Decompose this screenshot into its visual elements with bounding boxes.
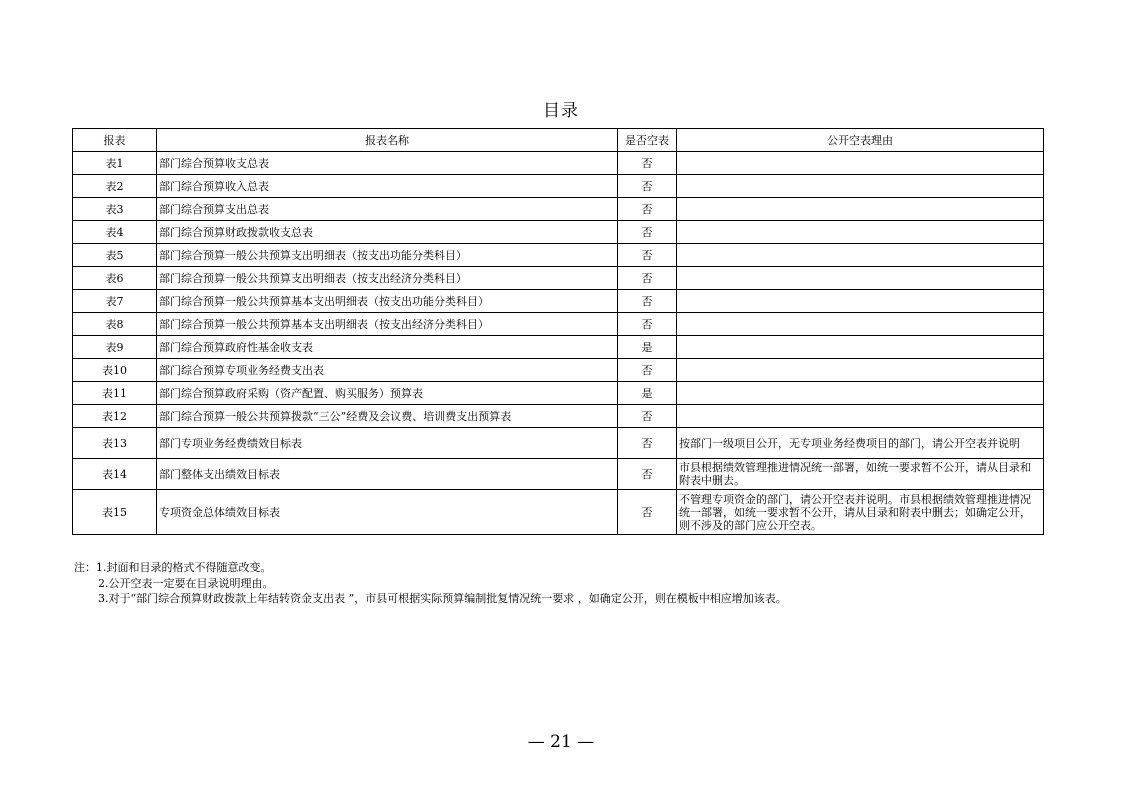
cell-id: 表5 <box>73 244 157 267</box>
cell-name: 部门综合预算一般公共预算支出明细表（按支出经济分类科目） <box>157 267 618 290</box>
page-title: 目录 <box>543 101 579 121</box>
cell-name: 部门综合预算一般公共预算拨款“三公”经费及会议费、培训费支出预算表 <box>157 405 618 428</box>
cell-reason <box>677 198 1044 221</box>
cell-id: 表4 <box>73 221 157 244</box>
note-3: 3.对于“部门综合预算财政拨款上年结转资金支出表 ”，市县可根据实际预算编制批复情况统一要求 ，如确定公开，则在模板中相应增加该表。 <box>98 592 787 605</box>
cell-id: 表7 <box>73 290 157 313</box>
cell-id: 表14 <box>73 459 157 490</box>
note-2: 2.公开空表一定要在目录说明理由。 <box>98 576 274 590</box>
cell-reason <box>677 175 1044 198</box>
cell-reason: 不管理专项资金的部门，请公开空表并说明。市县根据绩效管理推进情况统一部署，如统一要求暂不公开，请从目录和附表中删去；如确定公开，则不涉及的部门应公开空表。 <box>677 490 1044 535</box>
cell-reason <box>677 267 1044 290</box>
cell-id: 表11 <box>73 382 157 405</box>
cell-name: 部门综合预算一般公共预算基本支出明细表（按支出功能分类科目） <box>157 290 618 313</box>
table-row <box>73 152 1044 175</box>
cell-name: 部门整体支出绩效目标表 <box>157 459 618 490</box>
cell-reason: 按部门一级项目公开，无专项业务经费项目的部门，请公开空表并说明 <box>677 428 1044 459</box>
table-row <box>73 459 1044 490</box>
cell-empty: 否 <box>618 244 677 267</box>
note-1: 注：1.封面和目录的格式不得随意改变。 <box>74 561 272 574</box>
cell-name: 专项资金总体绩效目标表 <box>157 490 618 535</box>
table-row <box>73 405 1044 428</box>
table-row <box>73 175 1044 198</box>
notes <box>74 560 1034 607</box>
cell-reason <box>677 336 1044 359</box>
cell-id: 表15 <box>73 490 157 535</box>
page-number: — 21 — <box>527 732 595 752</box>
cell-reason <box>677 405 1044 428</box>
table-row <box>73 490 1044 535</box>
cell-reason <box>677 221 1044 244</box>
cell-name: 部门综合预算政府性基金收支表 <box>157 336 618 359</box>
cell-empty: 否 <box>618 428 677 459</box>
cell-id: 表10 <box>73 359 157 382</box>
header-empty: 是否空表 <box>618 129 677 152</box>
table-row <box>73 313 1044 336</box>
cell-empty: 否 <box>618 290 677 313</box>
cell-id: 表1 <box>73 152 157 175</box>
cell-reason <box>677 244 1044 267</box>
cell-reason <box>677 152 1044 175</box>
table-row <box>73 336 1044 359</box>
cell-empty: 否 <box>618 267 677 290</box>
cell-reason <box>677 359 1044 382</box>
cell-empty: 否 <box>618 405 677 428</box>
cell-empty: 是 <box>618 336 677 359</box>
cell-empty: 否 <box>618 221 677 244</box>
table-row <box>73 221 1044 244</box>
table-row <box>73 198 1044 221</box>
header-id: 报表 <box>73 129 157 152</box>
cell-name: 部门综合预算政府采购（资产配置、购买服务）预算表 <box>157 382 618 405</box>
cell-empty: 否 <box>618 152 677 175</box>
cell-id: 表3 <box>73 198 157 221</box>
header-name: 报表名称 <box>157 129 618 152</box>
table-row <box>73 428 1044 459</box>
table-row <box>73 359 1044 382</box>
cell-name: 部门综合预算支出总表 <box>157 198 618 221</box>
table-header-row <box>73 129 1044 152</box>
cell-reason <box>677 290 1044 313</box>
cell-id: 表12 <box>73 405 157 428</box>
cell-reason: 市县根据绩效管理推进情况统一部署，如统一要求暂不公开，请从目录和附表中删去。 <box>677 459 1044 490</box>
cell-id: 表9 <box>73 336 157 359</box>
table-row <box>73 290 1044 313</box>
cell-reason <box>677 382 1044 405</box>
cell-name: 部门综合预算财政拨款收支总表 <box>157 221 618 244</box>
cell-id: 表8 <box>73 313 157 336</box>
toc-table <box>72 128 1044 535</box>
cell-empty: 否 <box>618 313 677 336</box>
cell-empty: 否 <box>618 359 677 382</box>
cell-name: 部门专项业务经费绩效目标表 <box>157 428 618 459</box>
table-row <box>73 244 1044 267</box>
cell-empty: 否 <box>618 198 677 221</box>
header-reason: 公开空表理由 <box>677 129 1044 152</box>
cell-empty: 是 <box>618 382 677 405</box>
table-row <box>73 267 1044 290</box>
cell-empty: 否 <box>618 459 677 490</box>
cell-id: 表13 <box>73 428 157 459</box>
cell-name: 部门综合预算一般公共预算支出明细表（按支出功能分类科目） <box>157 244 618 267</box>
cell-name: 部门综合预算收支总表 <box>157 152 618 175</box>
table-row <box>73 382 1044 405</box>
cell-name: 部门综合预算收入总表 <box>157 175 618 198</box>
cell-name: 部门综合预算专项业务经费支出表 <box>157 359 618 382</box>
cell-reason <box>677 313 1044 336</box>
cell-empty: 否 <box>618 490 677 535</box>
cell-name: 部门综合预算一般公共预算基本支出明细表（按支出经济分类科目） <box>157 313 618 336</box>
cell-id: 表6 <box>73 267 157 290</box>
cell-empty: 否 <box>618 175 677 198</box>
cell-id: 表2 <box>73 175 157 198</box>
